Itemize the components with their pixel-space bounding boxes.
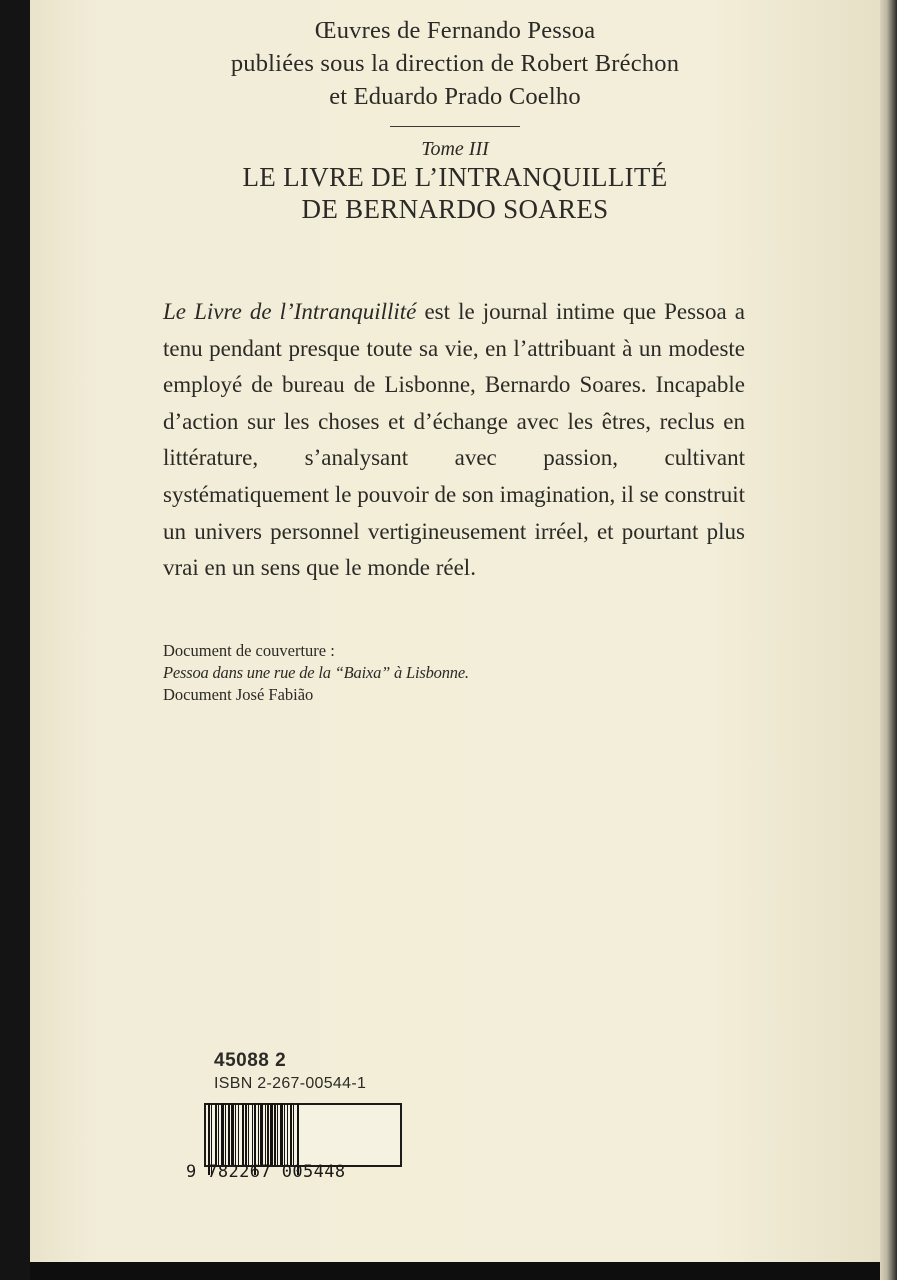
item-number: 45088 2	[214, 1050, 287, 1071]
series-header	[30, 14, 880, 225]
credits-source: Document José Fabião	[163, 685, 314, 704]
book-title-line-2: DE BERNARDO SOARES	[301, 194, 609, 224]
barcode-bar	[248, 1103, 249, 1165]
series-line-3: et Eduardo Prado Coelho	[329, 83, 581, 110]
divider-rule	[390, 126, 520, 127]
barcode-bar	[265, 1103, 266, 1165]
blurb-paragraph	[163, 294, 745, 587]
blurb-italic-title: Le Livre de l’Intranquillité	[163, 299, 417, 324]
barcode-bar	[245, 1103, 247, 1165]
series-line-2: publiées sous la direction de Robert Bréchon	[230, 50, 680, 77]
barcode-bar	[293, 1103, 294, 1165]
barcode-bar	[242, 1103, 244, 1165]
barcode-bar	[290, 1103, 292, 1165]
product-codes	[178, 1050, 418, 1189]
scan-bottom-shadow	[30, 1262, 880, 1280]
isbn-number: ISBN 2-267-00544-1	[214, 1075, 367, 1092]
barcode-bar	[284, 1103, 285, 1165]
book-title-line-1: LE LIVRE DE L’INTRANQUILLITÉ	[242, 162, 668, 192]
barcode-bar	[258, 1103, 259, 1165]
blurb-text: est le journal intime que Pessoa a tenu pendant presque toute sa vie, en l’attribuant à un modeste employé de bureau de Lisbonne, Bernardo Soares. Incapable d’action sur les choses et d’échange avec les êtres, reclus en littérature, s’analysant avec passion, cultivant systématiquement le pouvoir de son imagination, il se construit un univers personnel vertigineusement irréel, et pourtant plus vrai en un sens que le monde réel.	[163, 299, 745, 581]
credits-label: Document de couverture :	[163, 641, 335, 660]
barcode-bar	[280, 1103, 283, 1165]
barcode-bar	[287, 1103, 288, 1165]
barcode-bar	[270, 1103, 273, 1165]
barcode-bar	[274, 1103, 276, 1165]
barcode-bar	[215, 1103, 217, 1165]
barcode-bar	[228, 1103, 230, 1165]
barcode-bar	[277, 1103, 278, 1165]
barcode-digits: 9 782267 005448	[186, 1162, 346, 1182]
series-line-1: Œuvres de Fernando Pessoa	[314, 17, 596, 44]
barcode-bar	[260, 1103, 263, 1165]
cover-credits	[163, 640, 683, 706]
barcode-bar	[218, 1103, 219, 1165]
barcode-bar	[238, 1103, 239, 1165]
barcode-bar	[225, 1103, 226, 1165]
barcode	[178, 1103, 400, 1189]
barcode-bar	[252, 1103, 253, 1165]
barcode-bar	[235, 1103, 236, 1165]
spine-edge	[880, 0, 897, 1280]
book-cover	[30, 0, 880, 1262]
volume-number: Tome III	[421, 138, 489, 160]
credits-caption: Pessoa dans une rue de la “Baixa” à Lisbonne.	[163, 663, 469, 682]
barcode-bar	[267, 1103, 269, 1165]
barcode-bar	[221, 1103, 224, 1165]
barcode-bar	[231, 1103, 234, 1165]
